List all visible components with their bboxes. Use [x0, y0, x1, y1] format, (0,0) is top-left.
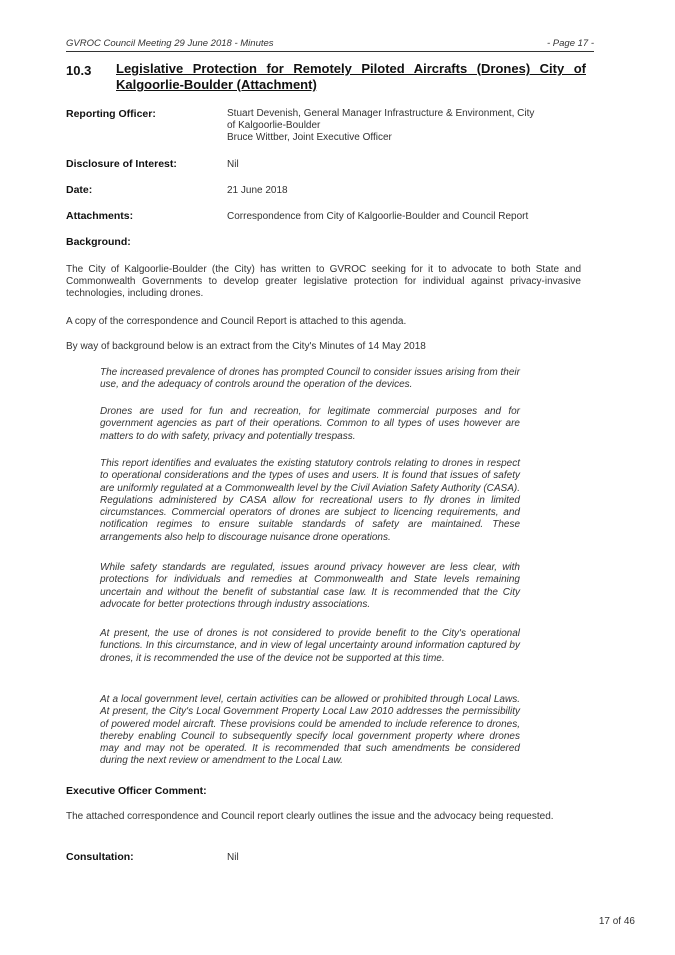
reporting-officer-line: of Kalgoorlie-Boulder	[227, 120, 321, 131]
consultation-label: Consultation:	[66, 851, 134, 863]
page-number: 17 of 46	[598, 916, 635, 927]
minutes-extract-paragraph: Drones are used for fun and recreation, for legitimate commercial purposes and for government agencies as part of their operations. Common to all types of uses however are matters to do with safety, privacy and potentially trespass.	[100, 406, 520, 442]
attachments-value: Correspondence from City of Kalgoorlie-Boulder and Council Report	[227, 211, 529, 222]
header-page-label: - Page 17 -	[547, 38, 594, 49]
executive-comment-heading: Executive Officer Comment:	[66, 785, 207, 797]
background-paragraph: A copy of the correspondence and Council Report is attached to this agenda.	[66, 316, 407, 327]
section-title: Legislative Protection for Remotely Piloted Aircrafts (Drones) City of Kalgoorlie-Boulder (Attachment)	[116, 61, 586, 92]
minutes-extract-paragraph: At present, the use of drones is not considered to provide benefit to the City's operational functions. In this circumstance, and in view of legal uncertainty around information captured by drones, it is recommended the use of the device not be supported at this time.	[100, 628, 520, 664]
date-value: 21 June 2018	[227, 185, 288, 196]
minutes-extract-paragraph: This report identifies and evaluates the existing statutory controls relating to drones in respect to operational considerations and the types of uses and users. It is found that issues of safety are uniformly regulated at a Commonwealth level by the Civil Aviation Safety Authority (CASA). Regulations administered by CASA allow for recreational users to fly drones in limited circumstances. Commercial operators of drones are subject to licencing requirements, and notification regimes to ensure suitable standards of safety are maintained. These arrangements also help to discourage nuisance drone operations.	[100, 458, 520, 543]
background-heading: Background:	[66, 236, 131, 248]
disclosure-value: Nil	[227, 159, 239, 170]
reporting-officer-label: Reporting Officer:	[66, 108, 156, 120]
section-number: 10.3	[66, 63, 92, 78]
header-meeting-title: GVROC Council Meeting 29 June 2018 - Minutes	[66, 38, 274, 49]
background-paragraph: By way of background below is an extract from the City's Minutes of 14 May 2018	[66, 341, 426, 352]
background-paragraph: The City of Kalgoorlie-Boulder (the City) has written to GVROC seeking for it to advocate to both State and Commonwealth Governments to develop greater legislative protection for individual against privacy-invasive technologies, including drones.	[66, 264, 581, 299]
reporting-officer-value	[227, 108, 587, 144]
reporting-officer-line: Bruce Wittber, Joint Executive Officer	[227, 132, 392, 143]
minutes-extract-paragraph: At a local government level, certain activities can be allowed or prohibited through Local Laws. At present, the City's Local Government Property Local Law 2010 addresses the permissibility of powered model aircraft. These provisions could be amended to include reference to drones, thereby enabling Council to subsequently specify local government property where drones may and may not be operated. It is recommended that such amendments be considered during the next review or amendment to the Local Law.	[100, 694, 520, 767]
date-label: Date:	[66, 184, 93, 196]
attachments-label: Attachments:	[66, 210, 134, 222]
executive-comment-text: The attached correspondence and Council report clearly outlines the issue and the advocacy being requested.	[66, 811, 554, 822]
consultation-value: Nil	[227, 852, 239, 863]
disclosure-label: Disclosure of Interest:	[66, 158, 177, 170]
reporting-officer-line: Stuart Devenish, General Manager Infrastructure & Environment, City	[227, 108, 535, 119]
minutes-extract-paragraph: The increased prevalence of drones has prompted Council to consider issues arising from their use, and the adequacy of controls around the operation of the devices.	[100, 367, 520, 391]
minutes-extract-paragraph: While safety standards are regulated, issues around privacy however are less clear, with protections for individuals and remedies at Commonwealth and State levels remaining uncertain and without the benefit of substantial case law. It is recommended that the City advocate for better protections through industry associations.	[100, 562, 520, 610]
page-header	[66, 38, 594, 52]
